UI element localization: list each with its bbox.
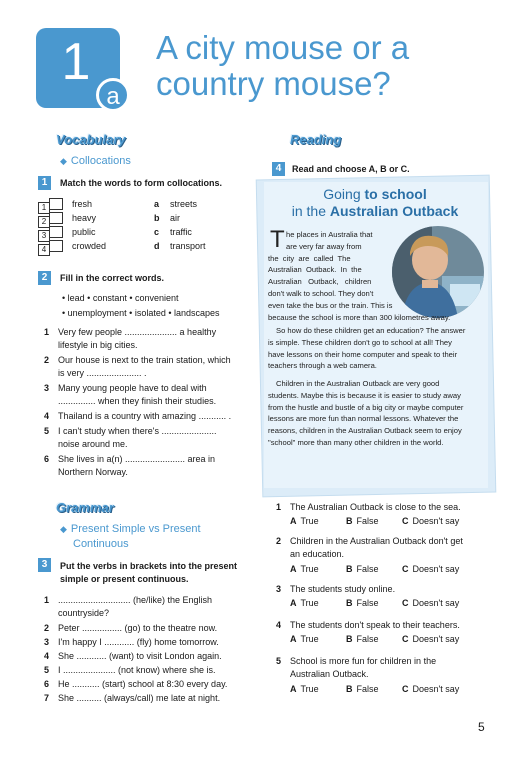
option-letter: C [402,564,409,574]
option-text: True [300,634,319,644]
exercise-2-instruction: Fill in the correct words. [60,273,165,283]
question-text: School is more fun for children in the [290,656,437,666]
match-right-word: transport [170,241,206,251]
match-right-word: traffic [170,227,192,237]
match-number-box: 1 [38,202,50,214]
option-text: Doesn't say [412,516,460,526]
match-answer-box[interactable] [49,226,63,238]
article-line: because the school is more than 300 kilometres away. [268,312,451,322]
sentence-text [58,650,248,663]
match-letter: b [154,213,160,223]
option-text: Doesn't say [412,634,460,644]
answer-option-a[interactable] [290,598,319,608]
answer-option-b[interactable] [346,564,379,574]
answer-option-b[interactable] [346,684,379,694]
exercise-3-sentence [44,594,244,622]
option-letter: B [346,516,353,526]
sentence-text [58,453,242,479]
match-right-word: air [170,213,181,223]
option-letter: C [402,684,409,694]
question-text: The students don't speak to their teachers. [290,620,460,630]
sentence-number: 1 [44,327,50,337]
sentence-text [58,410,242,423]
article-line: Australian Outback, children [268,277,372,287]
exercise-3-instruction: Put the verbs in brackets into the present simple or present continuous. [60,561,238,584]
answer-option-b[interactable] [346,598,379,608]
page-number: 5 [478,720,485,734]
article-line: lessons are more fun than normal lessons. Whatever the [268,414,459,424]
sentence-number: 3 [44,383,50,393]
sentence-line: Northern Norway. [58,467,128,477]
question-number: 1 [276,502,282,512]
option-letter: A [290,634,297,644]
article-line: he places in Australia that [286,230,373,239]
option-text: Doesn't say [412,684,460,694]
option-text: False [356,598,379,608]
sentence-text [58,678,248,691]
sentence-number: 1 [44,595,50,605]
match-number-box: 3 [38,230,50,242]
answer-option-a[interactable] [290,684,319,694]
exercise-3-sentence [44,692,244,720]
sentence-line: ............... when they finish their studies. [58,396,217,406]
article-line: Children in the Australian Outback are very good [276,379,440,388]
option-letter: C [402,634,409,644]
answer-option-c[interactable] [402,564,459,574]
question-text: The students study online. [290,584,396,594]
match-answer-box[interactable] [49,240,63,252]
sentence-line: countryside? [58,608,110,618]
exercise-1-instruction: Match the words to form collocations. [60,178,223,188]
option-text: False [356,516,379,526]
match-left-item [38,240,107,256]
question-text: Australian Outback. [290,669,369,679]
sentence-line: Our house is next to the train station, which [58,355,231,365]
match-answer-box[interactable] [49,212,63,224]
article-line: have lessons on their home computer and speak to their [268,349,458,359]
sentence-line: She .......... (always/call) me late at night. [58,693,221,703]
match-right-word: streets [170,199,198,209]
exercise-4-number: 4 [272,162,285,176]
reading-heading: Reading [290,132,342,147]
sentence-line: She lives in a(n) ........................ area in [58,454,216,464]
option-text: True [300,598,319,608]
article-line: is simple. These children don't go to school at all! They [268,337,452,347]
sentence-text [58,664,248,677]
sentence-line: He ........... (start) school at 8:30 every day. [58,679,228,689]
question-text: an education. [290,549,345,559]
sentence-text [58,692,248,705]
sentence-line: I'm happy I ............ (fly) home tomorrow. [58,637,219,647]
exercise-3-number: 3 [38,558,51,572]
word-bank-line-1: • lead • constant • convenient [62,293,179,303]
sentence-line: noise around me. [58,439,128,449]
sentence-text [58,622,248,635]
sentence-line: is very ...................... . [58,368,147,378]
option-letter: A [290,564,297,574]
option-text: False [356,684,379,694]
question-number: 4 [276,620,282,630]
sentence-number: 4 [44,411,50,421]
article-line: So how do these children get an education? The answer [276,326,466,335]
option-text: True [300,516,319,526]
sentence-line: I can't study when there's ...................... [58,426,217,436]
sentence-number: 5 [44,426,50,436]
article-line: "school" more than many other children in the world. [268,438,444,447]
option-letter: A [290,598,297,608]
article-line: teachers through a web camera. [268,361,377,371]
option-letter: C [402,516,409,526]
answer-option-b[interactable] [346,516,379,526]
article-line: from the hustle and bustle of a big city or maybe computer [268,402,464,412]
sentence-text [58,636,248,649]
match-right-item [154,198,198,210]
sentence-text [58,382,242,408]
sentence-number: 4 [44,651,50,661]
option-text: Doesn't say [412,564,460,574]
match-left-word: public [72,227,96,237]
sentence-line: Peter ................ (go) to the theatre now. [58,623,218,633]
article-line: Australian Outback. In the [268,265,362,275]
sentence-number: 3 [44,637,50,647]
collocations-subheading: ◆ Collocations [60,155,131,167]
exercise-2-sentence [44,453,244,481]
option-text: False [356,634,379,644]
question-number: 3 [276,584,282,594]
unit-number: 1 [61,33,91,91]
answer-option-c[interactable] [402,634,459,644]
match-left-word: heavy [72,213,97,223]
option-letter: B [346,634,353,644]
exercise-4-instruction: Read and choose A, B or C. [292,164,410,174]
sentence-text [58,326,242,352]
answer-option-b[interactable] [346,634,379,644]
exercise-2-sentence [44,326,244,354]
match-answer-box[interactable] [49,198,63,210]
match-letter: a [154,199,160,209]
article-line: don't walk to school. They don't [268,289,374,298]
answer-option-c[interactable] [402,516,459,526]
match-letter: c [154,227,160,237]
article-title: Going to school in the Australian Outback [291,186,459,219]
question-text: The Australian Outback is close to the sea. [290,502,461,512]
match-letter: d [154,241,160,251]
sentence-line: Very few people ..................... a healthy [58,327,217,337]
question-number: 2 [276,536,282,546]
option-text: True [300,684,319,694]
option-letter: A [290,684,297,694]
option-letter: C [402,598,409,608]
unit-letter-badge: a [96,78,130,112]
match-right-item [154,240,206,252]
match-right-item [154,212,181,224]
article-line: reasons, children in the Australian Outback seem to enjoy [268,426,462,436]
sentence-text [58,594,248,620]
sentence-line: lifestyle in big cities. [58,340,138,350]
sentence-line: Thailand is a country with amazing ........... . [58,411,232,421]
match-number-box: 2 [38,216,50,228]
answer-option-a[interactable] [290,516,319,526]
exercise-2-sentence [44,354,244,382]
sentence-number: 2 [44,623,50,633]
exercise-2-number: 2 [38,271,51,285]
sentence-number: 7 [44,693,50,703]
option-letter: B [346,598,353,608]
answer-option-a[interactable] [290,634,319,644]
option-text: True [300,564,319,574]
answer-option-c[interactable] [402,598,459,608]
article-line: the city are called The [268,253,351,263]
sentence-line: She ............ (want) to visit London again. [58,651,222,661]
drop-cap: T [270,226,285,253]
page-title: A city mouse or a country mouse? [156,29,410,102]
sentence-number: 6 [44,679,50,689]
match-number-box: 4 [38,244,50,256]
sentence-line: I ..................... (not know) where she is. [58,665,216,675]
grammar-subheading: ◆ Present Simple vs Present Continuous [60,523,201,550]
sentence-number: 2 [44,355,50,365]
question-text: Children in the Australian Outback don't get [290,536,463,546]
sentence-line: Many young people have to deal with [58,383,207,393]
article-line: students. Maybe this is because it is easier to study away [268,390,461,400]
article-line: are very far away from [286,241,362,251]
sentence-text [58,354,242,380]
exercise-1-number: 1 [38,176,51,190]
question-number: 5 [276,656,282,666]
option-letter: B [346,684,353,694]
exercise-2-sentence [44,382,244,410]
option-text: False [356,564,379,574]
exercise-2-sentence [44,425,244,453]
option-text: Doesn't say [412,598,460,608]
article-line: even take the bus or the train. This is [268,300,393,310]
option-letter: B [346,564,353,574]
sentence-number: 6 [44,454,50,464]
grammar-heading: Grammar [56,500,114,515]
sentence-text [58,425,242,451]
sentence-number: 5 [44,665,50,675]
answer-option-a[interactable] [290,564,319,574]
answer-option-c[interactable] [402,684,459,694]
sentence-line: ............................. (he/like) the English [58,595,213,605]
match-right-item [154,226,192,238]
match-left-word: crowded [72,241,107,251]
option-letter: A [290,516,297,526]
match-left-word: fresh [72,199,93,209]
word-bank-line-2: • unemployment • isolated • landscapes [62,308,220,318]
vocabulary-heading: Vocabulary [56,132,126,147]
